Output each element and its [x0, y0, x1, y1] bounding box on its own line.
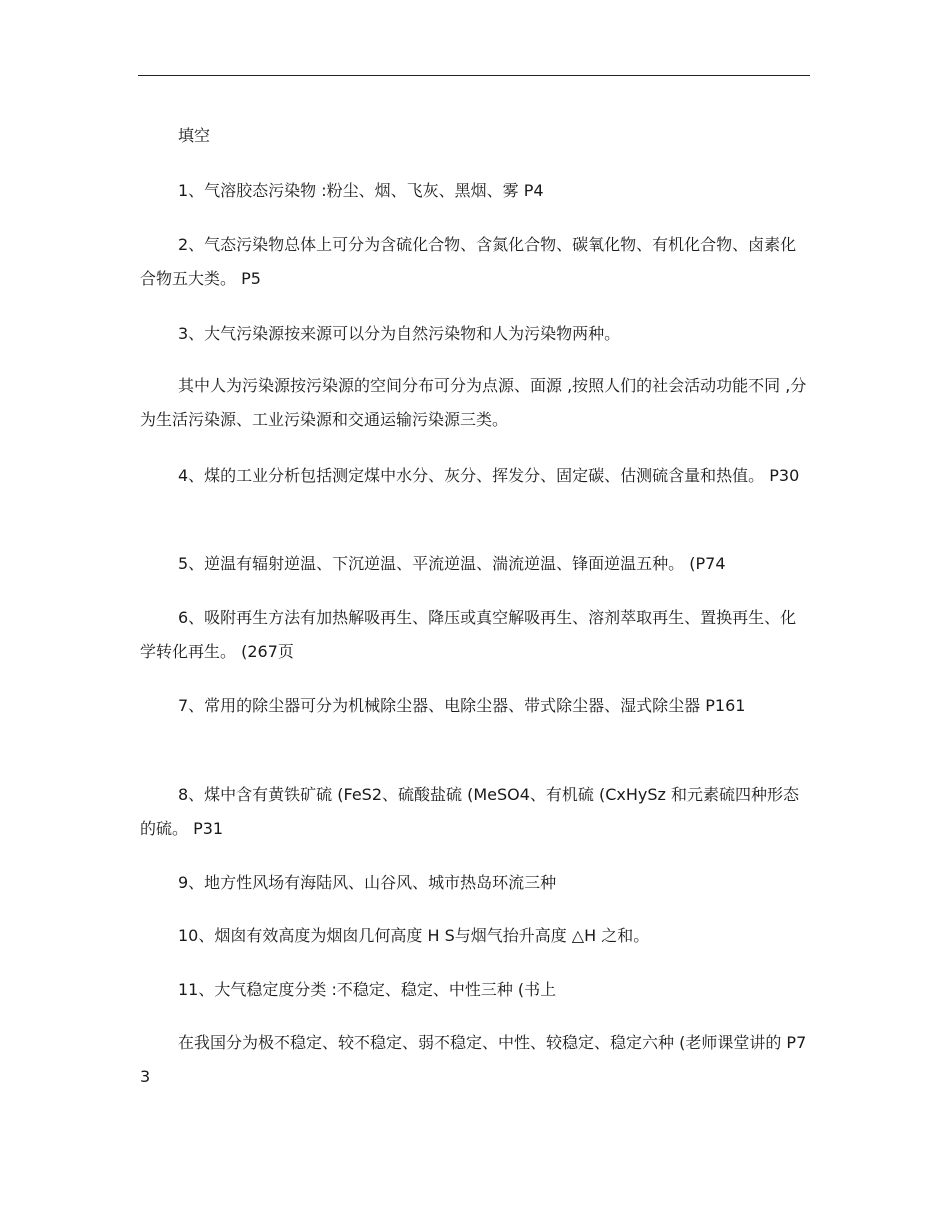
paragraph-5: 4、煤的工业分析包括测定煤中水分、灰分、挥发分、固定碳、估测硫含量和热值。 P30: [178, 466, 800, 485]
paragraph-3: 3、大气污染源按来源可以分为自然污染物和人为污染物两种。: [178, 324, 621, 343]
paragraph-12: 11、大气稳定度分类 :不稳定、稳定、中性三种 (书上: [178, 980, 557, 999]
section-heading: 填空: [178, 126, 211, 145]
paragraph-4: 其中人为污染源按污染源的空间分布可分为点源、面源 ,按照人们的社会活动功能不同 ,分为生活污染源、工业污染源和交通运输污染源三类。: [140, 376, 807, 429]
paragraph-6: 5、逆温有辐射逆温、下沉逆温、平流逆温、湍流逆温、锋面逆温五种。 (P74: [178, 554, 726, 573]
paragraph-10: 9、地方性风场有海陆风、山谷风、城市热岛环流三种: [178, 873, 557, 892]
paragraph-11: 10、烟囱有效高度为烟囱几何高度 H S与烟气抬升高度 △H 之和。: [178, 926, 650, 945]
paragraph-9: 8、煤中含有黄铁矿硫 (FeS2、硫酸盐硫 (MeSO4、有机硫 (CxHySz 和元素硫四种形态的硫。 P31: [140, 785, 800, 838]
paragraph-13: 在我国分为极不稳定、较不稳定、弱不稳定、中性、较稳定、稳定六种 (老师课堂讲的 P73: [140, 1033, 807, 1086]
paragraph-1: 1、气溶胶态污染物 :粉尘、烟、飞灰、黑烟、雾 P4: [178, 181, 544, 200]
paragraph-2: 2、气态污染物总体上可分为含硫化合物、含氮化合物、碳氧化物、有机化合物、卤素化合物五大类。 P5: [140, 235, 797, 288]
paragraph-7: 6、吸附再生方法有加热解吸再生、降压或真空解吸再生、溶剂萃取再生、置换再生、化学转化再生。 (267页: [140, 608, 797, 661]
paragraph-8: 7、常用的除尘器可分为机械除尘器、电除尘器、带式除尘器、湿式除尘器 P161: [178, 696, 746, 715]
header-rule: [138, 75, 810, 76]
